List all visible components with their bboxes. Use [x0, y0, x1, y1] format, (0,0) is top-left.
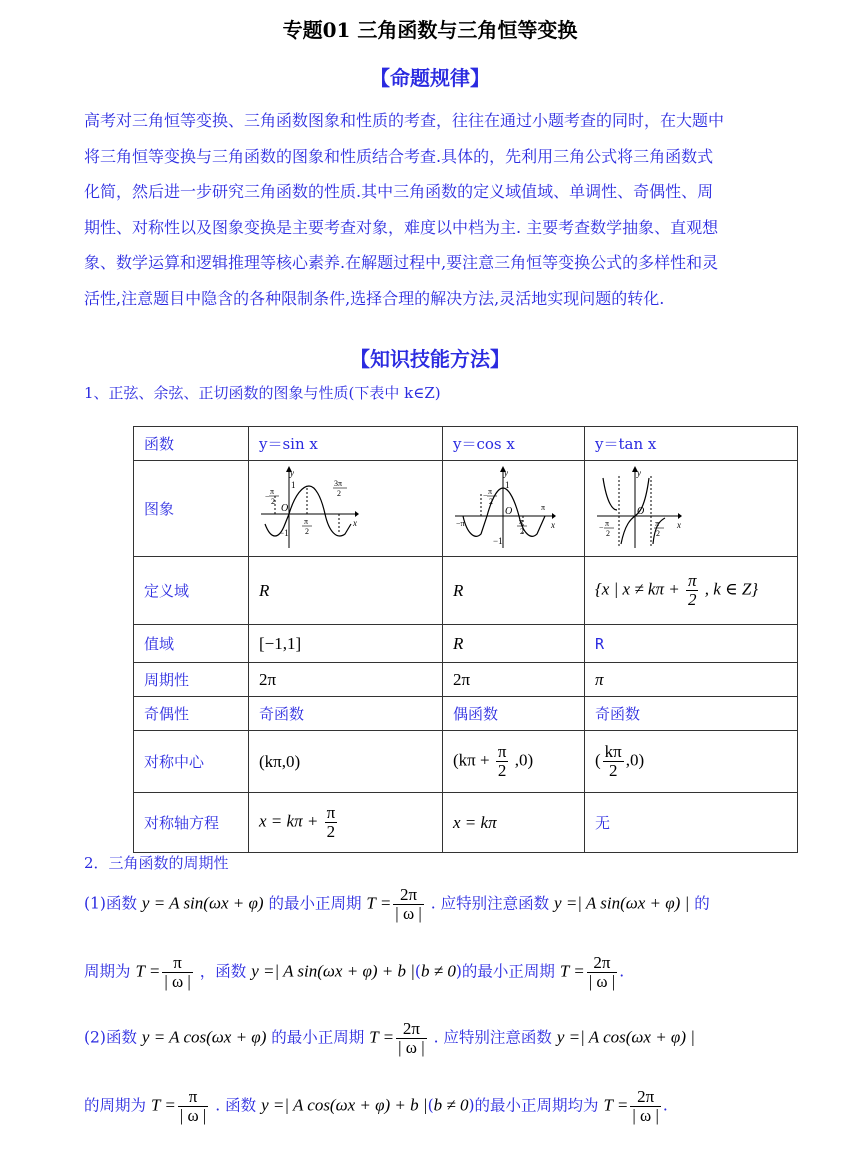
cos-parity: 偶函数 [443, 697, 585, 731]
row-center-label: 对称中心 [134, 731, 249, 793]
row-axis-label: 对称轴方程 [134, 793, 249, 853]
frac-num: π [162, 954, 193, 973]
header-sin: y＝sin x [249, 427, 443, 461]
frac-num: π [178, 1088, 209, 1107]
graph-tick-label: π [541, 502, 546, 512]
tan-graph [595, 464, 685, 550]
graph-tick-label: 1 [291, 479, 296, 490]
text-segment: 的 [694, 894, 710, 913]
intro-line: 活性,注意题目中隐含的各种限制条件,选择合理的解决方法,灵活地实现问题的转化. [84, 288, 665, 308]
row-range-label: 值域 [134, 625, 249, 663]
text-segment: . [662, 1096, 668, 1115]
graph-tick-label: π [488, 486, 493, 496]
section-heading-methods: 【知识技能方法】 [350, 347, 510, 371]
graph-x-label: x [353, 517, 357, 528]
sin-graph [259, 464, 359, 550]
graph-tick-label: π [519, 516, 524, 526]
tan-domain-post: , k ∈ Z} [704, 579, 759, 599]
properties-table [133, 426, 798, 853]
tan-domain [585, 557, 798, 625]
row-period-label: 周期性 [134, 663, 249, 697]
graph-tick-label: − [265, 491, 270, 501]
graph-tick-label: 2 [489, 496, 493, 506]
graph-tick-label: 1 [505, 479, 510, 490]
text-segment: )的最小正周期均为 [468, 1096, 599, 1115]
cos-range: R [443, 625, 585, 663]
frac-num: π [497, 742, 507, 762]
page-title: 专题01 三角函数与三角恒等变换 [282, 18, 578, 42]
frac-num: 2π [396, 1020, 427, 1039]
formula: b ≠ 0 [420, 961, 456, 981]
tan-domain-pre: {x | x ≠ kπ + [595, 579, 680, 599]
text-segment: ，函数 [199, 962, 247, 981]
text-segment: 的最小正周期 [271, 1028, 365, 1047]
section-heading-rules: 【命题规律】 [370, 66, 490, 90]
formula: y = A sin(ωx + φ) [141, 893, 264, 913]
cos-period: 2π [443, 663, 585, 697]
sin-period: 2π [249, 663, 443, 697]
text-segment: 周期为 [84, 962, 131, 981]
sin-axis [249, 793, 443, 853]
sin-domain: R [249, 557, 443, 625]
graph-tick-label: −1 [493, 535, 503, 546]
intro-line: 期性、对称性以及图象变换是主要考查对象，难度以中档为主. 主要考查数学抽象、直观想 [84, 217, 719, 237]
text-segment: (2)函数 [84, 1028, 137, 1047]
graph-tick-label: 2 [271, 496, 275, 506]
tan-axis: 无 [585, 793, 798, 853]
row-domain-label: 定义域 [134, 557, 249, 625]
frac-den: | ω | [632, 1105, 659, 1125]
header-tan: y＝tan x [585, 427, 798, 461]
formula: T = [135, 961, 161, 981]
tan-range: R [585, 625, 798, 663]
graph-origin-label: O [637, 505, 645, 517]
period-line-1 [84, 886, 710, 923]
intro-paragraph [84, 103, 774, 316]
graph-x-label: x [551, 519, 555, 530]
cos-center-post: ,0) [514, 750, 534, 770]
text-segment: ( [427, 1096, 434, 1115]
text-segment: ( [414, 962, 421, 981]
tan-center-pre: ( [595, 750, 601, 770]
row-parity-label: 奇偶性 [134, 697, 249, 731]
graph-tick-label: 2 [337, 488, 341, 498]
graph-tick-label: 2 [520, 526, 524, 536]
text-segment: (1)函数 [84, 894, 137, 913]
text-segment: . 应特别注意函数 [430, 894, 550, 913]
frac-num: π [326, 803, 336, 823]
tan-parity: 奇函数 [585, 697, 798, 731]
frac-den: 2 [608, 761, 618, 780]
cos-center-pre: (kπ + [453, 750, 490, 770]
formula: T = [366, 893, 392, 913]
graph-origin-label: O [505, 505, 513, 517]
sin-axis-pre: x = kπ + [259, 811, 319, 831]
frac-den: 2 [687, 590, 697, 609]
frac-num: π [687, 571, 697, 591]
sin-center: (kπ,0) [249, 731, 443, 793]
period-line-2 [84, 954, 624, 991]
graph-tick-label: π [655, 518, 660, 528]
frac-den: 2 [497, 761, 507, 780]
tan-center [585, 731, 798, 793]
formula: b ≠ 0 [433, 1095, 469, 1115]
graph-y-label: y [290, 467, 294, 478]
heading-table: 1、正弦、余弦、正切函数的图象与性质(下表中 k∈Z) [84, 384, 441, 402]
graph-tick-label: −π [456, 518, 465, 528]
text-segment: 的周期为 [84, 1096, 147, 1115]
intro-line: 将三角恒等变换与三角函数的图象和性质结合考查.具体的，先利用三角公式将三角函数式 [84, 146, 714, 166]
cos-graph-cell [443, 461, 585, 557]
text-segment: 的最小正周期 [268, 894, 362, 913]
text-segment: . 应特别注意函数 [433, 1028, 552, 1047]
graph-tick-label: −1 [279, 527, 289, 538]
graph-tick-label: 3π [334, 478, 343, 488]
formula: y = A cos(ωx + φ) [141, 1027, 267, 1047]
graph-tick-label: π [304, 516, 309, 526]
header-func: 函数 [134, 427, 249, 461]
frac-num: 2π [587, 954, 618, 973]
heading-period: 2．三角函数的周期性 [84, 854, 229, 872]
period-line-4 [84, 1088, 668, 1125]
sin-range: [−1,1] [249, 625, 443, 663]
intro-line: 高考对三角恒等变换、三角函数图象和性质的考查，往往在通过小题考查的同时，在大题中 [84, 111, 725, 130]
graph-tick-label: − [483, 490, 488, 500]
frac-num: 2π [630, 1088, 661, 1107]
cos-axis: x = kπ [443, 793, 585, 853]
frac-den: | ω | [179, 1105, 207, 1125]
graph-tick-label: π [270, 486, 275, 496]
tan-period: π [585, 663, 798, 697]
frac-den: | ω | [588, 971, 616, 991]
frac-num: 2π [393, 886, 424, 905]
graph-tick-label: 2 [606, 528, 610, 538]
text-segment: . 函数 [215, 1096, 257, 1115]
frac-den: | ω | [398, 1037, 425, 1057]
tan-graph-cell [585, 461, 798, 557]
header-cos: y＝cos x [443, 427, 585, 461]
text-segment: )的最小正周期 [455, 962, 555, 981]
cos-center [443, 731, 585, 793]
tan-center-post: ,0) [625, 750, 645, 770]
graph-tick-label: π [605, 518, 610, 528]
graph-origin-label: O [281, 502, 289, 514]
formula: T = [150, 1095, 176, 1115]
frac-den: | ω | [395, 903, 422, 923]
period-line-3 [84, 1020, 695, 1057]
row-graph-label: 图象 [134, 461, 249, 557]
frac-num: kπ [604, 742, 622, 762]
intro-line: 化简，然后进一步研究三角函数的性质.其中三角函数的定义域值域、单调性、奇偶性、周 [84, 182, 714, 201]
formula: y =| A sin(ωx + φ) + b | [251, 961, 415, 981]
formula: y =| A sin(ωx + φ) | [554, 893, 690, 913]
text-segment: . [619, 962, 625, 981]
formula: T = [559, 961, 585, 981]
graph-tick-label: 2 [305, 526, 309, 536]
formula: T = [603, 1095, 629, 1115]
formula: T = [369, 1027, 395, 1047]
formula: y =| A cos(ωx + φ) | [556, 1027, 695, 1047]
graph-tick-label: − [599, 522, 604, 532]
cos-domain: R [443, 557, 585, 625]
frac-den: | ω | [164, 971, 191, 991]
formula: y =| A cos(ωx + φ) + b | [261, 1095, 428, 1115]
intro-line: 象、数学运算和逻辑推理等核心素养.在解题过程中,要注意三角恒等变换公式的多样性和灵 [84, 253, 719, 272]
sin-graph-cell [249, 461, 443, 557]
graph-y-label: y [504, 467, 508, 478]
sin-parity: 奇函数 [249, 697, 443, 731]
frac-den: 2 [326, 822, 336, 841]
graph-y-label: y [637, 467, 641, 478]
graph-x-label: x [677, 519, 681, 530]
cos-graph [453, 464, 558, 550]
graph-tick-label: 2 [656, 528, 660, 538]
